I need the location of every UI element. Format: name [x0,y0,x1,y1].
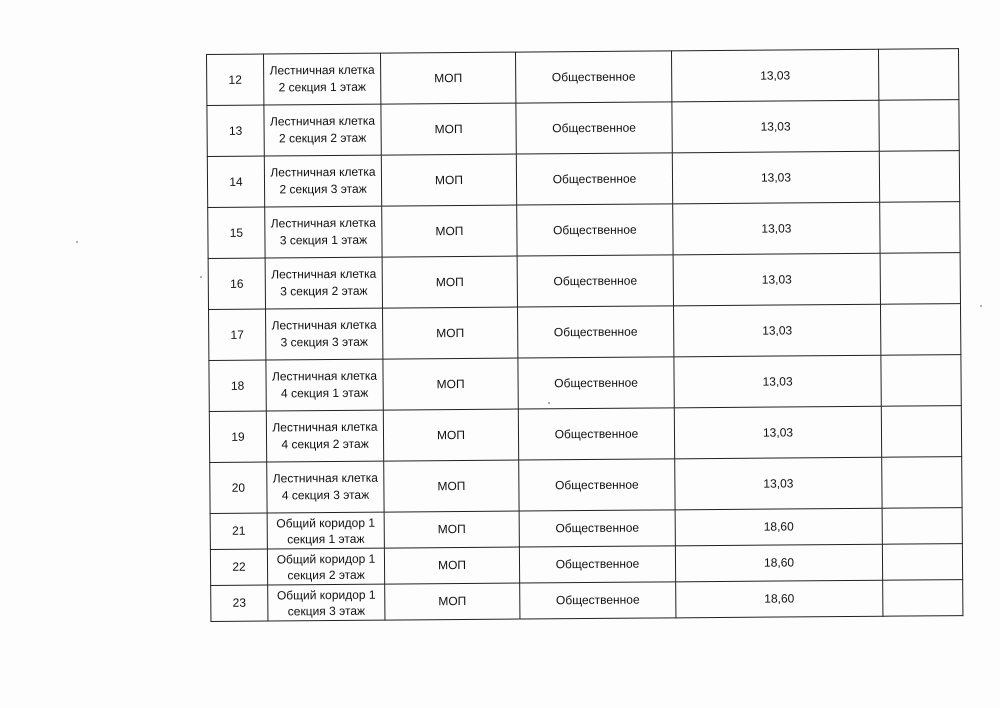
room-note [878,49,958,101]
row-number: 15 [208,207,265,258]
room-note [879,100,959,152]
room-purpose: Общественное [519,510,675,547]
room-name-line-1: Общий коридор 1 [276,515,376,530]
room-name [265,257,382,309]
room-name [268,584,385,621]
scan-speck [980,305,982,307]
row-number: 16 [208,258,265,309]
row-number: 13 [207,105,264,156]
room-type: МОП [383,358,518,410]
room-type: МОП [381,154,516,206]
room-purpose: Общественное [520,582,676,619]
room-name-line-2: 4 секция 2 этаж [281,436,369,452]
room-purpose: Общественное [518,357,674,409]
room-purpose: Общественное [517,306,673,358]
table-row [209,304,961,361]
room-note [880,202,960,254]
room-name [266,359,383,411]
room-area: 13,03 [675,457,882,510]
room-name [265,206,382,258]
room-area: 13,03 [673,253,880,306]
room-name-line-2: 4 секция 1 этаж [280,385,369,401]
room-note [881,406,961,458]
room-name-line-1: Лестничная клетка [271,368,378,384]
room-note [882,544,962,581]
room-note [882,457,962,509]
room-purpose: Общественное [519,459,675,511]
room-type: МОП [384,460,519,512]
room-name [266,410,383,462]
room-name [267,461,384,513]
room-type: МОП [383,409,518,461]
room-name [264,53,381,105]
room-purpose: Общественное [517,204,673,256]
room-area: 13,03 [672,100,879,153]
room-name-line-2: 2 секция 2 этаж [278,130,367,146]
scan-speck [200,276,202,278]
room-note [880,253,960,305]
table-row [207,49,959,106]
rooms-table-wrapper [206,48,963,622]
table-row [210,544,962,586]
room-purpose: Общественное [519,546,675,583]
room-area: 18,60 [675,508,882,546]
room-purpose: Общественное [516,102,672,154]
room-type: МОП [382,256,517,308]
room-note [879,151,959,203]
room-name-line-1: Лестничная клетка [271,317,377,333]
room-name-line-2: 2 секция 3 этаж [279,181,367,197]
room-name-line-2: секция 2 этаж [287,567,365,582]
table-row [207,151,959,208]
table-row [208,253,960,310]
table-row [209,406,961,463]
room-area: 13,03 [672,151,879,204]
scan-speck [76,241,78,243]
room-area: 13,03 [673,202,880,255]
room-name-line-1: Лестничная клетка [270,215,376,231]
table-row [210,457,962,514]
room-name-line-1: Лестничная клетка [271,266,377,282]
scan-speck [548,402,550,404]
row-number: 18 [209,360,266,411]
table-body [207,49,963,622]
room-name-line-2: 3 секция 3 этаж [280,334,368,350]
table-row [208,202,960,259]
room-purpose: Общественное [515,51,671,103]
room-name [267,512,384,549]
room-name-line-2: 4 секция 3 этаж [281,487,370,503]
room-note [880,304,960,356]
row-number: 21 [210,513,267,549]
room-name-line-2: 2 секция 1 этаж [278,79,366,95]
rooms-table [206,48,963,622]
room-purpose: Общественное [516,153,672,205]
row-number: 22 [210,549,267,585]
room-note [881,355,961,407]
room-name-line-1: Общий коридор 1 [276,587,376,602]
room-name [266,308,383,360]
table-row [207,100,959,157]
room-name-line-2: 3 секция 1 этаж [279,232,368,248]
room-name-line-1: Общий коридор 1 [276,551,376,566]
room-area: 13,03 [674,355,881,408]
table-row [210,508,962,550]
room-area: 13,03 [673,304,880,357]
room-name [264,104,381,156]
table-row [209,355,961,412]
room-name-line-1: Лестничная клетка [269,113,376,129]
room-name-line-1: Лестничная клетка [272,470,378,486]
row-number: 23 [211,585,268,621]
room-note [883,580,963,617]
room-type: МОП [384,511,519,548]
row-number: 14 [207,156,264,207]
room-note [882,508,962,545]
room-type: МОП [381,103,516,155]
room-name-line-2: 3 секция 2 этаж [280,283,368,299]
room-type: МОП [384,547,519,584]
room-name-line-1: Лестничная клетка [272,419,378,435]
room-name-line-1: Лестничная клетка [269,62,375,78]
row-number: 12 [207,54,264,105]
room-type: МОП [382,205,517,257]
room-name-line-2: секция 3 этаж [287,603,366,618]
row-number: 17 [209,309,266,360]
room-name [267,548,384,585]
room-area: 13,03 [671,49,878,102]
room-type: МОП [380,52,515,104]
room-area: 18,60 [676,580,883,618]
table-row [211,580,963,622]
room-type: МОП [383,307,518,359]
room-type: МОП [385,583,520,620]
room-name-line-1: Лестничная клетка [270,164,376,180]
room-purpose: Общественное [518,408,674,460]
row-number: 19 [209,411,266,462]
room-area: 18,60 [675,544,882,582]
room-purpose: Общественное [517,255,673,307]
room-area: 13,03 [674,406,881,459]
row-number: 20 [210,462,267,513]
room-name [264,155,381,207]
room-name-line-2: секция 1 этаж [287,531,365,546]
